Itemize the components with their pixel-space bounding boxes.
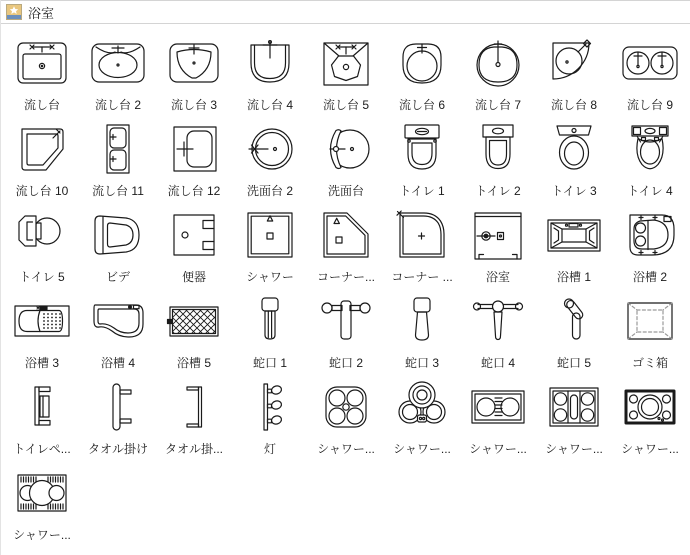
- bidet-icon: [86, 200, 150, 270]
- shape-toilet-3[interactable]: [536, 114, 612, 200]
- shape-label: 蛇口 1: [252, 356, 287, 370]
- shape-label: 流し台 9: [626, 98, 673, 112]
- faucet-5-icon: [542, 286, 606, 356]
- toilet-2-icon: [466, 114, 530, 184]
- shape-washbasin[interactable]: [308, 114, 384, 200]
- sink-11-icon: [86, 114, 150, 184]
- shape-towel-rack-2[interactable]: [156, 372, 232, 458]
- shape-label: 浴槽 2: [632, 270, 667, 284]
- towel-rack-2-icon: [162, 372, 226, 442]
- shape-trash-can[interactable]: [612, 286, 688, 372]
- shower-head-5-icon: [618, 372, 682, 442]
- shape-label: シャワー...: [317, 442, 375, 456]
- shape-shower-tray[interactable]: [232, 200, 308, 286]
- shape-label: 蛇口 4: [480, 356, 515, 370]
- shower-tray-icon: [238, 200, 302, 270]
- shower-head-4-icon: [542, 372, 606, 442]
- shape-corner-shower-2[interactable]: [384, 200, 460, 286]
- shower-head-2-icon: [390, 372, 454, 442]
- shape-label: シャワー...: [393, 442, 451, 456]
- shape-label: 浴槽 3: [24, 356, 59, 370]
- sink-2-icon: [86, 28, 150, 98]
- shape-label: 流し台 4: [246, 98, 293, 112]
- shape-label: 流し台 7: [474, 98, 521, 112]
- towel-rack-1-icon: [86, 372, 150, 442]
- shape-bathtub-4[interactable]: [80, 286, 156, 372]
- shape-light[interactable]: [232, 372, 308, 458]
- shape-label: ゴミ箱: [631, 356, 668, 370]
- bathtub-3-icon: [10, 286, 74, 356]
- shape-urinal[interactable]: [156, 200, 232, 286]
- library-section-header[interactable]: [1, 0, 690, 24]
- shape-label: 蛇口 5: [556, 356, 591, 370]
- shape-label: トイレ 2: [475, 184, 521, 198]
- toilet-paper-holder-icon: [10, 372, 74, 442]
- shape-sink-3[interactable]: [156, 28, 232, 114]
- library-title: 浴室: [28, 5, 55, 21]
- shape-label: 蛇口 2: [328, 356, 363, 370]
- shape-sink-7[interactable]: [460, 28, 536, 114]
- shape-shower-head-6[interactable]: [4, 458, 80, 544]
- shape-bathtub-3[interactable]: [4, 286, 80, 372]
- shape-label: 浴室: [485, 270, 510, 284]
- shape-label: 流し台 5: [322, 98, 369, 112]
- shape-bathtub-2[interactable]: [612, 200, 688, 286]
- shape-label: トイレ 1: [399, 184, 445, 198]
- shape-label: シャワー: [246, 270, 294, 284]
- urinal-icon: [162, 200, 226, 270]
- shape-shower-head-1[interactable]: [308, 372, 384, 458]
- shape-toilet-paper-holder[interactable]: [4, 372, 80, 458]
- shape-label: トイレペ...: [13, 442, 71, 456]
- shape-faucet-5[interactable]: [536, 286, 612, 372]
- faucet-1-icon: [238, 286, 302, 356]
- shape-faucet-4[interactable]: [460, 286, 536, 372]
- shape-sink-1[interactable]: [4, 28, 80, 114]
- shape-label: 流し台 6: [398, 98, 445, 112]
- shape-label: コーナー...: [316, 270, 375, 284]
- shape-sink-12[interactable]: [156, 114, 232, 200]
- sink-5-icon: [314, 28, 378, 98]
- shape-towel-rack-1[interactable]: [80, 372, 156, 458]
- shape-label: 流し台 3: [170, 98, 217, 112]
- shape-corner-shower-1[interactable]: [308, 200, 384, 286]
- bathtub-2-icon: [618, 200, 682, 270]
- bathtub-5-icon: [162, 286, 226, 356]
- shape-faucet-3[interactable]: [384, 286, 460, 372]
- shape-grid: [1, 24, 690, 544]
- faucet-4-icon: [466, 286, 530, 356]
- shape-sink-4[interactable]: [232, 28, 308, 114]
- bathtub-4-icon: [86, 286, 150, 356]
- shape-label: 流し台 12: [167, 184, 221, 198]
- sink-3-icon: [162, 28, 226, 98]
- shape-label: 流し台 11: [92, 184, 144, 198]
- shape-label: 浴槽 4: [100, 356, 135, 370]
- shape-label: 浴槽 1: [556, 270, 591, 284]
- toilet-4-icon: [618, 114, 682, 184]
- shape-faucet-1[interactable]: [232, 286, 308, 372]
- shape-shower-head-3[interactable]: [460, 372, 536, 458]
- bathroom-icon: [466, 200, 530, 270]
- toilet-1-icon: [390, 114, 454, 184]
- corner-shower-1-icon: [314, 200, 378, 270]
- faucet-3-icon: [390, 286, 454, 356]
- bathtub-1-icon: [542, 200, 606, 270]
- sink-7-icon: [466, 28, 530, 98]
- shape-toilet-5[interactable]: [4, 200, 80, 286]
- light-icon: [238, 372, 302, 442]
- shape-shower-head-4[interactable]: [536, 372, 612, 458]
- shape-shower-head-5[interactable]: [612, 372, 688, 458]
- shape-sink-6[interactable]: [384, 28, 460, 114]
- shape-label: 流し台 8: [550, 98, 597, 112]
- shape-label: 便器: [181, 270, 206, 284]
- shape-label: 洗面台 2: [246, 184, 293, 198]
- shape-label: 蛇口 3: [404, 356, 439, 370]
- toilet-3-icon: [542, 114, 606, 184]
- shape-label: タオル掛...: [164, 442, 223, 456]
- shape-label: シャワー...: [469, 442, 527, 456]
- sink-9-icon: [618, 28, 682, 98]
- sink-1-icon: [10, 28, 74, 98]
- shape-label: シャワー...: [621, 442, 679, 456]
- shape-toilet-4[interactable]: [612, 114, 688, 200]
- shape-label: 洗面台: [327, 184, 364, 198]
- shape-faucet-2[interactable]: [308, 286, 384, 372]
- sink-10-icon: [10, 114, 74, 184]
- shape-label: トイレ 3: [551, 184, 597, 198]
- shape-bathtub-5[interactable]: [156, 286, 232, 372]
- shape-bidet[interactable]: [80, 200, 156, 286]
- shape-sink-9[interactable]: [612, 28, 688, 114]
- shape-label: トイレ 5: [19, 270, 65, 284]
- shape-label: コーナー ...: [391, 270, 453, 284]
- sink-12-icon: [162, 114, 226, 184]
- shape-label: 浴槽 5: [176, 356, 211, 370]
- shape-sink-10[interactable]: [4, 114, 80, 200]
- sink-4-icon: [238, 28, 302, 98]
- shape-sink-5[interactable]: [308, 28, 384, 114]
- shape-label: シャワー...: [545, 442, 603, 456]
- shape-label: シャワー...: [13, 528, 71, 542]
- shape-sink-2[interactable]: [80, 28, 156, 114]
- toilet-5-icon: [10, 200, 74, 270]
- shape-label: 流し台: [23, 98, 60, 112]
- shape-label: タオル掛け: [87, 442, 148, 456]
- shape-label: 灯: [263, 442, 276, 456]
- shower-head-1-icon: [314, 372, 378, 442]
- shape-sink-11[interactable]: [80, 114, 156, 200]
- shape-bathtub-1[interactable]: [536, 200, 612, 286]
- shape-toilet-2[interactable]: [460, 114, 536, 200]
- corner-shower-2-icon: [390, 200, 454, 270]
- faucet-2-icon: [314, 286, 378, 356]
- shower-head-3-icon: [466, 372, 530, 442]
- washbasin-2-icon: [238, 114, 302, 184]
- shape-sink-8[interactable]: [536, 28, 612, 114]
- library-icon: [6, 4, 22, 20]
- shape-washbasin-2[interactable]: [232, 114, 308, 200]
- shape-label: 流し台 2: [94, 98, 141, 112]
- shape-label: トイレ 4: [627, 184, 673, 198]
- shape-label: 流し台 10: [15, 184, 69, 198]
- shape-label: ビデ: [105, 270, 130, 284]
- shape-bathroom[interactable]: [460, 200, 536, 286]
- trash-can-icon: [618, 286, 682, 356]
- shape-shower-head-2[interactable]: [384, 372, 460, 458]
- shape-toilet-1[interactable]: [384, 114, 460, 200]
- sink-8-icon: [542, 28, 606, 98]
- washbasin-icon: [314, 114, 378, 184]
- sink-6-icon: [390, 28, 454, 98]
- shower-head-6-icon: [10, 458, 74, 528]
